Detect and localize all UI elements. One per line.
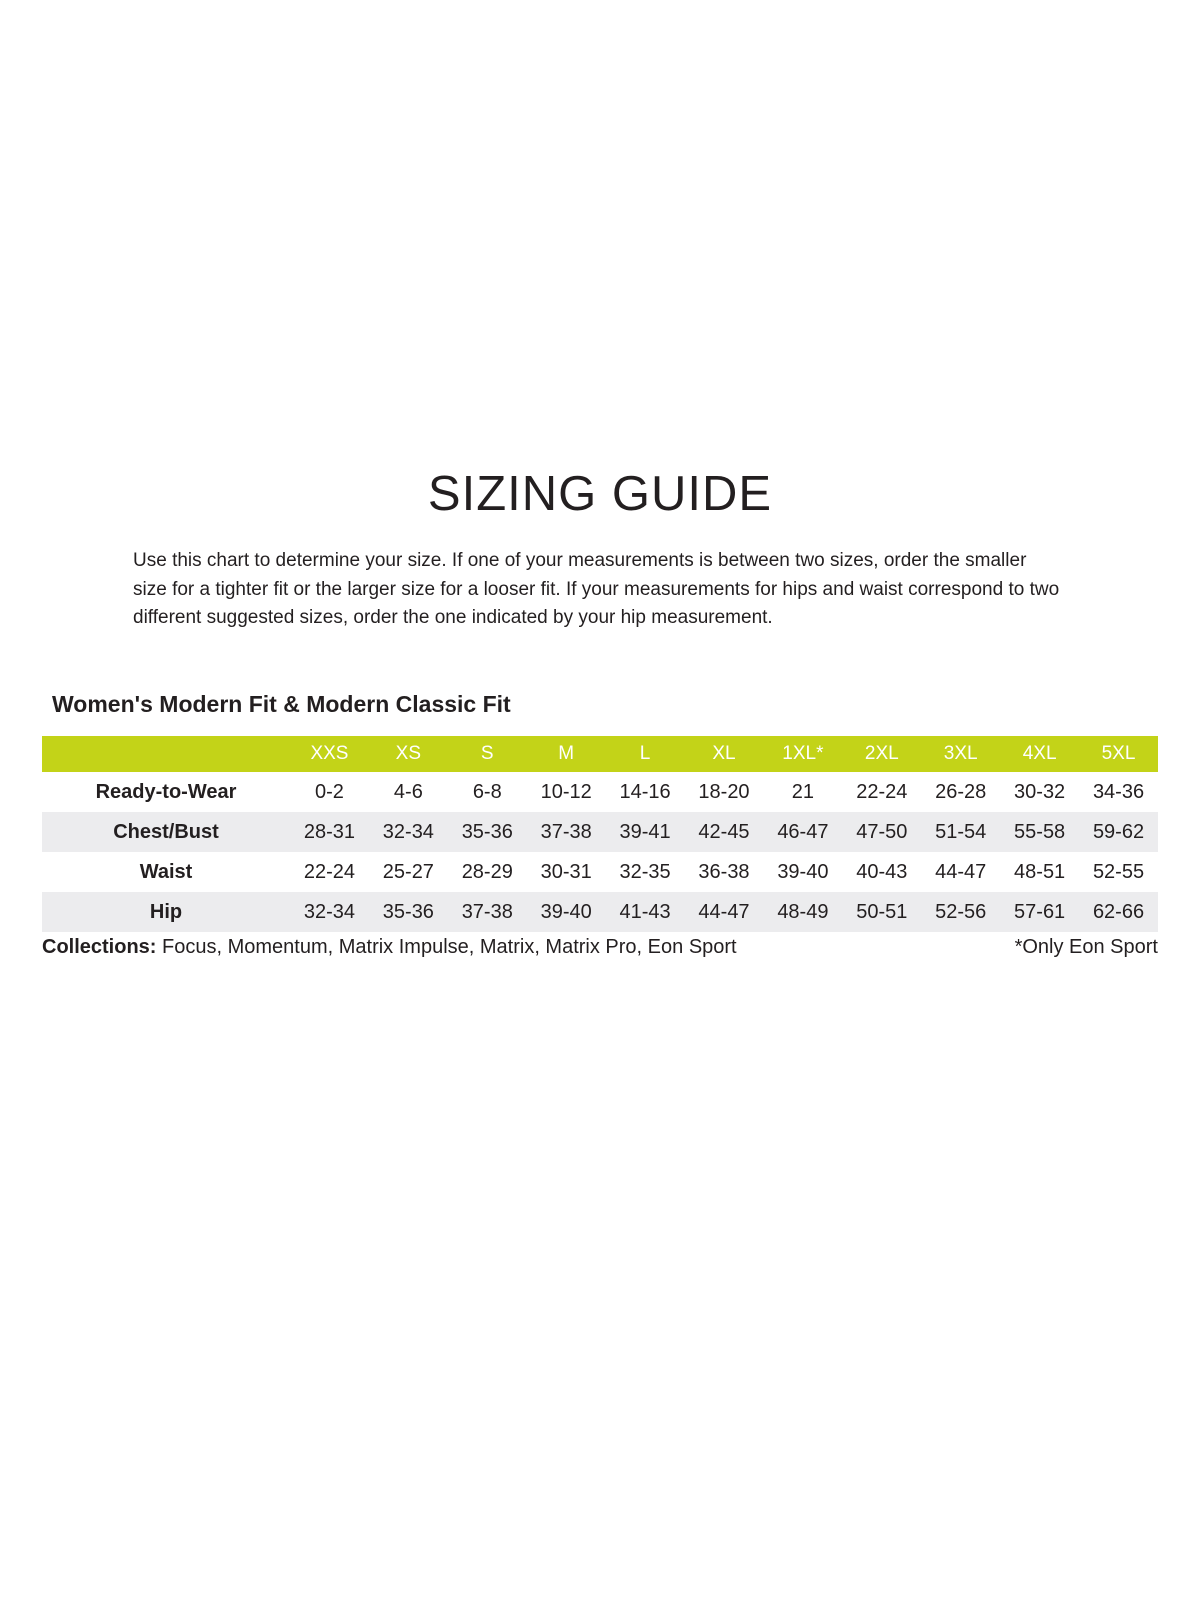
table-cell: 6-8: [472, 780, 502, 803]
table-cell: 10-12: [540, 780, 592, 803]
table-cell: 28-31: [303, 820, 356, 843]
size-chart-table: [42, 736, 1158, 932]
table-row-ready-to-wear: [42, 772, 1158, 812]
table-cell: 50-51: [856, 900, 908, 923]
collections-text: [42, 936, 737, 959]
column-header-2xl: 2XL: [864, 743, 899, 764]
table-cell: 48-51: [1014, 860, 1066, 883]
column-header-xxs: XXS: [310, 743, 349, 764]
row-label: Hip: [149, 900, 183, 923]
table-cell: 52-55: [1092, 860, 1145, 883]
table-cell: 34-36: [1092, 780, 1145, 803]
table-cell: 55-58: [1014, 820, 1066, 843]
section-heading: Women's Modern Fit & Modern Classic Fit: [52, 691, 511, 717]
collections-footer: [42, 936, 1158, 959]
table-cell: 0-2: [315, 780, 344, 803]
table-cell: 22-24: [856, 780, 908, 803]
table-row-waist: [42, 852, 1158, 892]
table-cell: 52-56: [935, 900, 987, 923]
row-label: Ready-to-Wear: [95, 780, 237, 803]
table-cell: 40-43: [856, 860, 908, 883]
table-cell: 32-34: [382, 820, 434, 843]
table-cell: 37-38: [461, 900, 513, 923]
table-cell: 35-36: [382, 900, 434, 923]
table-cell: 35-36: [461, 820, 513, 843]
table-cell: 48-49: [777, 900, 829, 923]
table-cell: 44-47: [698, 900, 750, 923]
column-header-xl: XL: [712, 743, 736, 764]
table-cell: 25-27: [382, 860, 434, 883]
table-cell: 41-43: [619, 900, 671, 923]
table-cell: 42-45: [698, 820, 750, 843]
table-cell: 26-28: [935, 780, 987, 803]
column-header-xs: XS: [395, 743, 422, 764]
table-cell: 14-16: [619, 780, 671, 803]
table-cell: 37-38: [540, 820, 592, 843]
table-cell: 46-47: [777, 820, 829, 843]
table-cell: 4-6: [393, 780, 423, 803]
column-header-1xl: 1XL*: [782, 743, 824, 764]
table-cell: 59-62: [1092, 820, 1145, 843]
table-row-chest-bust: [42, 812, 1158, 852]
page-title: SIZING GUIDE: [427, 467, 773, 521]
table-cell: 30-31: [540, 860, 592, 883]
column-header-5xl: 5XL: [1101, 743, 1136, 764]
row-label: Waist: [139, 860, 193, 883]
collections-label: Collections:: [42, 936, 157, 958]
table-cell: 30-32: [1014, 780, 1066, 803]
collections-list: Focus, Momentum, Matrix Impulse, Matrix, Matrix Pro, Eon Sport: [162, 936, 737, 958]
intro-paragraph: Use this chart to determine your size. If one of your measurements is between two sizes, order the smaller size for a tighter fit or the larger size for a looser fit. If your measurements for hips and waist correspond to two different suggested sizes, order the one indicated by your hip measurement.: [133, 550, 1060, 628]
table-cell: 28-29: [461, 860, 513, 883]
row-label: Chest/Bust: [113, 820, 219, 843]
table-cell: 39-40: [540, 900, 592, 923]
table-cell: 47-50: [856, 820, 908, 843]
table-cell: 21: [791, 780, 815, 803]
table-cell: 39-41: [619, 820, 671, 843]
column-header-s: S: [480, 743, 494, 764]
column-header-m: M: [558, 743, 575, 764]
footnote: *Only Eon Sport: [1014, 936, 1158, 958]
table-cell: 62-66: [1092, 900, 1145, 923]
table-cell: 51-54: [935, 820, 987, 843]
column-header-3xl: 3XL: [943, 743, 978, 764]
table-cell: 22-24: [303, 860, 356, 883]
table-cell: 32-35: [619, 860, 671, 883]
table-cell: 57-61: [1014, 900, 1066, 923]
table-cell: 36-38: [698, 860, 750, 883]
column-header-4xl: 4XL: [1022, 743, 1057, 764]
table-row-hip: [42, 892, 1158, 932]
table-cell: 39-40: [777, 860, 829, 883]
table-cell: 32-34: [303, 900, 356, 923]
column-header-l: L: [639, 743, 651, 764]
table-cell: 18-20: [698, 780, 750, 803]
table-header-row: [42, 736, 1158, 772]
table-cell: 44-47: [935, 860, 987, 883]
